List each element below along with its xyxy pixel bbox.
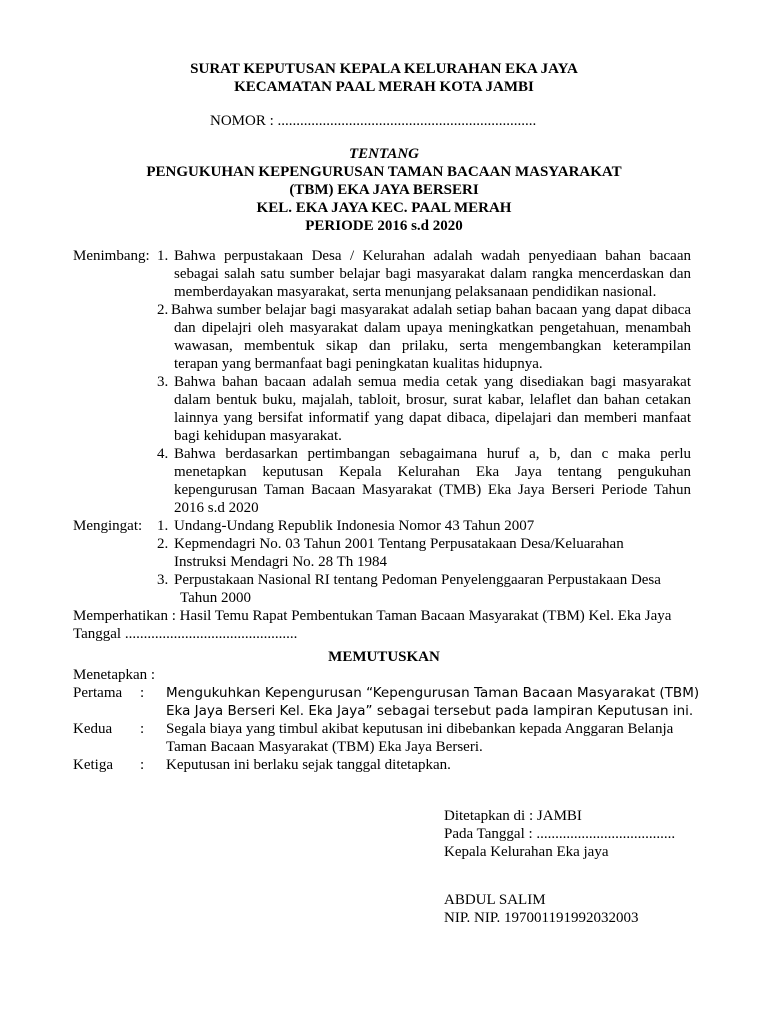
- doc-title-line2: KECAMATAN PAAL MERAH KOTA JAMBI: [234, 79, 534, 95]
- menimbang-item-line: bagi kehidupan masyarakat.: [174, 428, 342, 444]
- mengingat-item-line: Kepmendagri No. 03 Tahun 2001 Tentang Perpusatakaan Desa/Keluarahan: [174, 536, 624, 552]
- menetapkan-label: Menetapkan :: [73, 667, 156, 683]
- mengingat-label: Mengingat:: [73, 518, 143, 534]
- menimbang-item-line: Bahwa perpustakaan Desa / Kelurahan adalah wadah penyediaan bahan bacaan: [174, 248, 691, 264]
- menimbang-item-line: kepengurusan Taman Bacaan Masyarakat (TMB) Eka Jaya Berseri Periode Tahun: [174, 482, 691, 498]
- menimbang-item-line: Bahwa berdasarkan pertimbangan sebagaimana huruf a, b, dan c maka perlu: [174, 446, 691, 462]
- ditetapkan-line: Ditetapkan di : JAMBI: [444, 808, 582, 824]
- menimbang-item-line: 2016 s.d 2020: [174, 500, 259, 516]
- menimbang-item-line: dalam bentuk buku, majalah, tabloit, brosur, surat kabar, lelaflet dan bahan cetakan: [174, 392, 691, 408]
- memutuskan-title: MEMUTUSKAN: [328, 649, 440, 665]
- mengingat-item-number: 2.: [157, 536, 169, 552]
- decision-text-line: Eka Jaya Berseri Kel. Eka Jaya” sebagai tersebut pada lampiran Keputusan ini.: [166, 703, 694, 719]
- tentang-label: TENTANG: [348, 146, 419, 162]
- doc-title-line1: SURAT KEPUTUSAN KEPALA KELURAHAN EKA JAYA: [190, 61, 578, 77]
- decision-text-line: Taman Bacaan Masyarakat (TBM) Eka Jaya Berseri.: [166, 739, 483, 755]
- menimbang-label: Menimbang:: [73, 248, 150, 264]
- signatory-title: Kepala Kelurahan Eka jaya: [444, 844, 609, 860]
- menimbang-item-line: Bahwa sumber belajar bagi masyarakat adalah setiap bahan bacaan yang dapat dibaca: [171, 302, 691, 318]
- decision-label: Kedua: [73, 721, 113, 737]
- signatory-nip: NIP. NIP. 197001191992032003: [444, 910, 639, 926]
- menimbang-item-line: terapan yang bermanfaat bagi peningkatan kualitas hidupnya.: [174, 356, 543, 372]
- menimbang-item-line: sebagai salah satu sumber belajar bagi masyarakat dalam rangka mencerdaskan dan: [174, 266, 691, 282]
- tentang-line2: (TBM) EKA JAYA BERSERI: [289, 182, 479, 198]
- decision-text-line: Segala biaya yang timbul akibat keputusan ini dibebankan kepada Anggaran Belanja: [166, 721, 674, 737]
- mengingat-item-number: 3.: [157, 572, 169, 588]
- decision-text-line: Keputusan ini berlaku sejak tanggal ditetapkan.: [166, 757, 451, 773]
- signatory-name: ABDUL SALIM: [444, 892, 546, 908]
- memperhatikan-tanggal: Tanggal ..............................................: [73, 626, 298, 642]
- tentang-line3: KEL. EKA JAYA KEC. PAAL MERAH: [256, 200, 512, 216]
- menimbang-item-line: lainnya yang bersifat informatif yang dapat dibaca, dipelajari dan memberi manfaat: [174, 410, 691, 426]
- mengingat-item-line: Undang-Undang Republik Indonesia Nomor 43 Tahun 2007: [174, 518, 535, 534]
- mengingat-item-number: 1.: [157, 518, 169, 534]
- tanggal-line: Pada Tanggal : .....................................: [444, 826, 676, 842]
- menimbang-item-number: 4.: [157, 446, 169, 462]
- decision-colon: :: [140, 757, 145, 773]
- menimbang-item-line: wawasan, membentuk sikap dan prilaku, serta mengembangkan keterampilan: [174, 338, 691, 354]
- mengingat-item-line: Tahun 2000: [180, 590, 252, 606]
- decision-label: Ketiga: [73, 757, 113, 773]
- decision-colon: :: [140, 685, 145, 701]
- menimbang-item-line: dan dipelajri oleh masyarakat dalam upaya meningkatkan pengetahuan, menambah: [174, 320, 691, 336]
- menimbang-item-number: 3.: [157, 374, 169, 390]
- menimbang-item-number: 1.: [157, 248, 169, 264]
- menimbang-item-line: menetapkan keputusan Kepala Kelurahan Eka Jaya tentang pengukuhan: [174, 464, 691, 480]
- memperhatikan-line: Memperhatikan : Hasil Temu Rapat Pembentukan Taman Bacaan Masyarakat (TBM) Kel. Eka Jaya: [73, 608, 672, 624]
- mengingat-item-line: Instruksi Mendagri No. 28 Th 1984: [174, 554, 388, 570]
- menimbang-item-line: memberdayakan masyarakat, serta menunjang pelaksanaan pendidikan nasional.: [174, 284, 657, 300]
- decision-text-line: Mengukuhkan Kepengurusan “Kepengurusan Taman Bacaan Masyarakat (TBM): [166, 685, 700, 701]
- mengingat-item-line: Perpustakaan Nasional RI tentang Pedoman Penyelenggaaran Perpustakaan Desa: [174, 572, 661, 588]
- menimbang-item-number: 2.: [157, 302, 169, 318]
- nomor-line: NOMOR : .....................................................................: [210, 113, 537, 129]
- tentang-line4: PERIODE 2016 s.d 2020: [305, 218, 463, 234]
- menimbang-item-line: Bahwa bahan bacaan adalah semua media cetak yang disediakan bagi masyarakat: [174, 374, 691, 390]
- decision-colon: :: [140, 721, 145, 737]
- tentang-line1: PENGUKUHAN KEPENGURUSAN TAMAN BACAAN MASYARAKAT: [146, 164, 622, 180]
- decision-label: Pertama: [73, 685, 123, 701]
